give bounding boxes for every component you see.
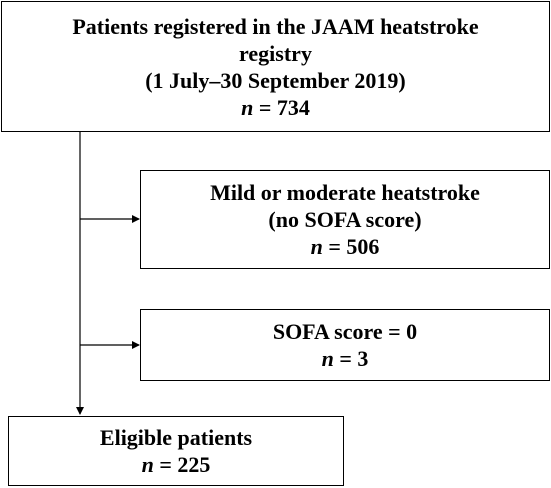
equals-sign: = xyxy=(333,346,358,371)
registered-count xyxy=(241,94,310,121)
n-symbol: n xyxy=(241,94,254,120)
count-value: 734 xyxy=(276,94,310,120)
equals-sign: = xyxy=(153,452,178,477)
sofa0-count xyxy=(322,345,369,372)
eligible-title: Eligible patients xyxy=(99,425,253,450)
count-value: 3 xyxy=(357,346,369,371)
registered-title-line-1: Patients registered in the JAAM heatstroke xyxy=(72,13,479,39)
mild-count xyxy=(311,233,380,260)
count-value: 506 xyxy=(346,234,380,259)
registered-title-line-2: registry xyxy=(239,40,312,66)
n-symbol: n xyxy=(321,346,334,371)
mild-moderate-exclusion-box xyxy=(140,170,550,269)
equals-sign: = xyxy=(253,94,277,120)
mild-title-line-1: Mild or moderate heatstroke xyxy=(210,180,480,205)
registered-date-range: (1 July–30 September 2019) xyxy=(145,67,406,93)
count-value: 225 xyxy=(177,452,211,477)
mild-title-line-2: (no SOFA score) xyxy=(268,207,422,232)
equals-sign: = xyxy=(322,234,347,259)
sofa0-title: SOFA score = 0 xyxy=(272,319,418,344)
eligible-patients-box xyxy=(8,416,344,486)
registered-patients-box xyxy=(1,1,550,132)
eligible-count xyxy=(142,451,211,478)
n-symbol: n xyxy=(141,452,154,477)
n-symbol: n xyxy=(310,234,323,259)
sofa-zero-exclusion-box xyxy=(140,309,550,381)
